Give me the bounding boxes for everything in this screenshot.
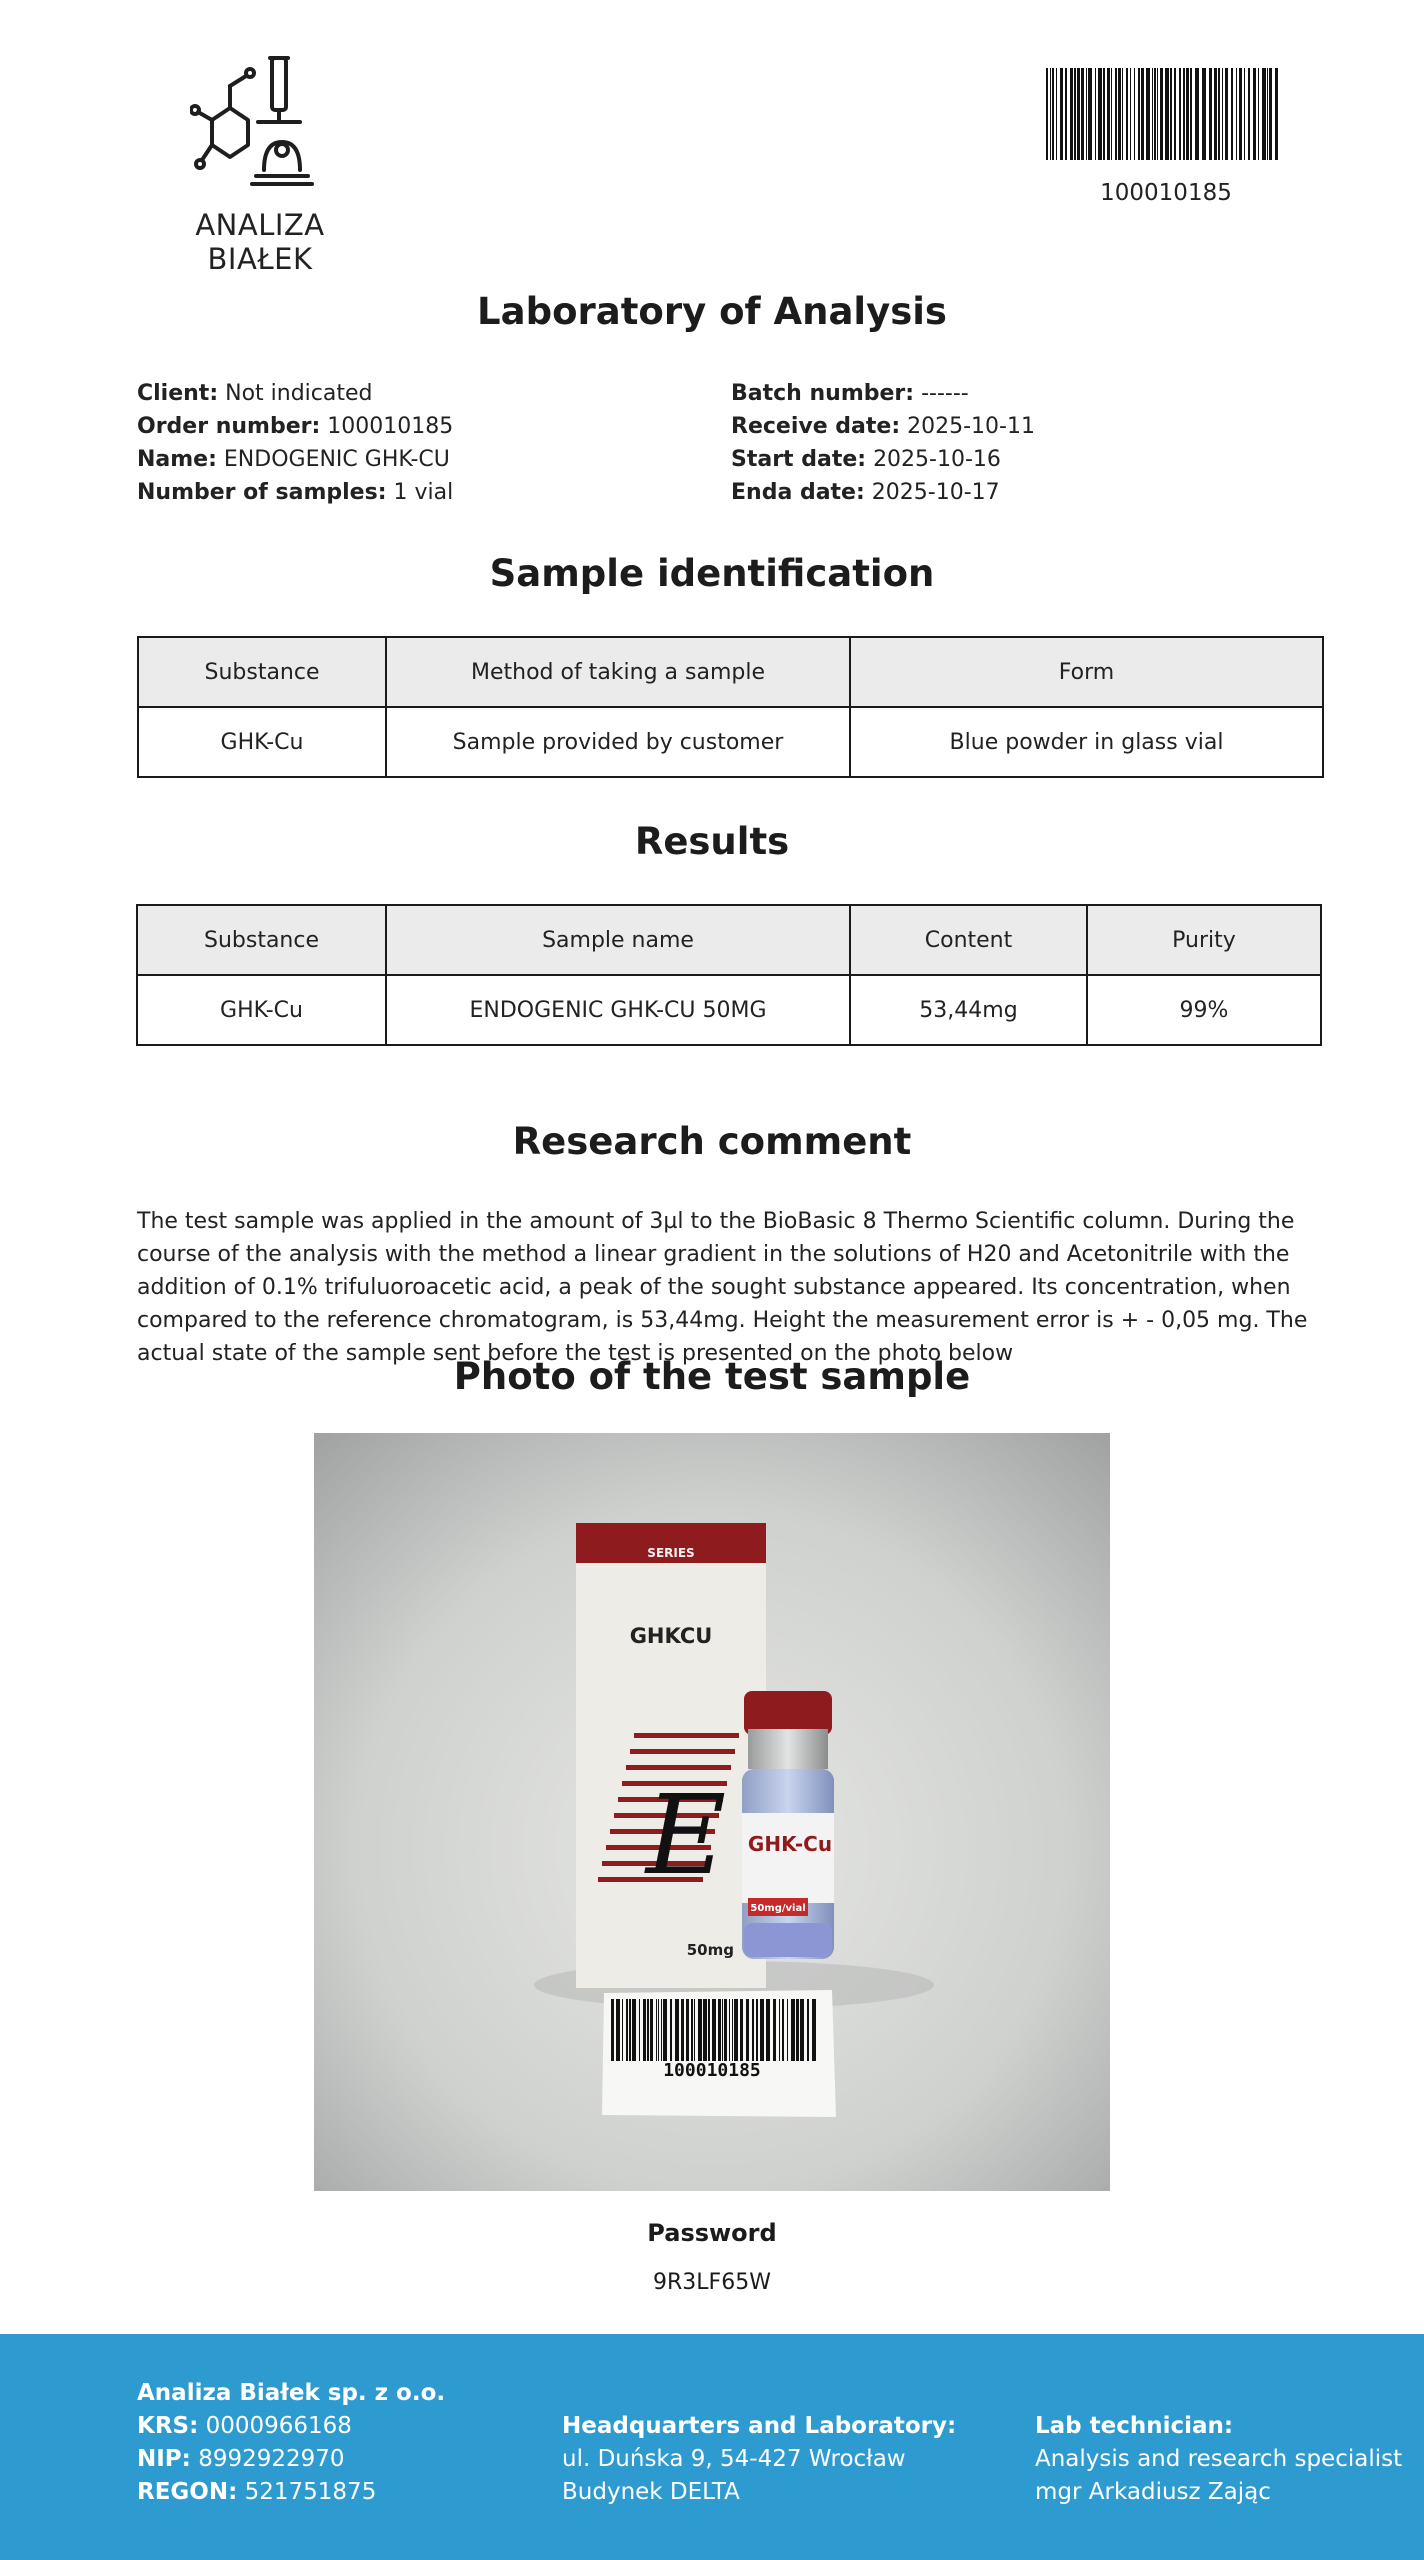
barcode-bar xyxy=(708,1999,710,2061)
barcode-bar xyxy=(1074,68,1076,160)
table-header-cell: Purity xyxy=(1087,905,1321,975)
end-label: Enda date: xyxy=(731,480,865,505)
barcode-bar xyxy=(1154,68,1156,160)
barcode-bar xyxy=(718,1999,721,2061)
barcode-bar xyxy=(779,1999,780,2061)
krs-value: 0000966168 xyxy=(205,2413,352,2439)
barcode-bar xyxy=(632,1999,636,2061)
end-value: 2025-10-17 xyxy=(871,480,1000,505)
client-label: Client: xyxy=(137,381,219,406)
barcode-bar xyxy=(1050,68,1051,160)
batch-label: Batch number: xyxy=(731,381,915,406)
barcode-bar xyxy=(663,1999,667,2061)
barcode-bar xyxy=(694,1999,695,2061)
barcode-bar xyxy=(1046,68,1048,160)
barcode-bar xyxy=(647,1999,649,2061)
sticker-number: 100010185 xyxy=(663,2060,761,2081)
samples-value: 1 vial xyxy=(393,480,454,505)
order-row xyxy=(137,410,453,443)
comment-text: The test sample was applied in the amount of 3µl to the BioBasic 8 Thermo Scientific column. During the course of the analysis with the method a linear gradient in the solutions of H20 and Acetonitrile with the addition of 0.1% trifuluoroacetic acid, a peak of the sought substance appeared. Its concentration, when compared to the reference chromatogram, is 53,44mg. Height the measurement error is + - 0,05 mg. The actual state of the sample sent before the test is presented on the photo below xyxy=(137,1209,1308,1366)
name-value: ENDOGENIC GHK-CU xyxy=(223,447,450,472)
table-cell: ENDOGENIC GHK-CU 50MG xyxy=(386,975,850,1045)
barcode-bar xyxy=(1095,68,1096,160)
footer-company-column xyxy=(137,2377,445,2509)
barcode-bar xyxy=(1253,68,1256,160)
barcode-bar xyxy=(650,1999,653,2061)
barcode-bar xyxy=(1239,68,1242,160)
logo-text: ANALIZA BIAŁEK xyxy=(195,208,325,276)
krs-label: KRS: xyxy=(137,2413,199,2439)
receive-label: Receive date: xyxy=(731,414,901,439)
table-header-cell: Method of taking a sample xyxy=(386,637,850,707)
company-logo xyxy=(140,50,380,276)
barcode-bar xyxy=(1070,68,1073,160)
table-header-row xyxy=(138,637,1323,707)
barcode-bar xyxy=(746,1999,749,2061)
table-row xyxy=(138,707,1323,777)
photo-heading: Photo of the test sample xyxy=(453,1355,971,1398)
barcode-bar xyxy=(1138,68,1140,160)
start-label: Start date: xyxy=(731,447,867,472)
barcode-bar xyxy=(1170,68,1172,160)
regon-label: REGON: xyxy=(137,2479,238,2505)
barcode-bar xyxy=(734,1999,738,2061)
barcode-bar xyxy=(1122,68,1123,160)
barcode-bar xyxy=(1065,68,1067,160)
vial-dose-text: 50mg/vial xyxy=(750,1903,806,1914)
barcode-bar xyxy=(1056,68,1057,160)
barcode-bar xyxy=(732,1999,733,2061)
barcode-bar xyxy=(686,1999,689,2061)
regon-value: 521751875 xyxy=(244,2479,377,2505)
nip-value: 8992922970 xyxy=(198,2446,345,2472)
barcode-bar xyxy=(643,1999,646,2061)
barcode-bar xyxy=(1209,68,1212,160)
box-series-text: SERIES xyxy=(647,1546,695,1560)
barcode-bar xyxy=(800,1999,804,2061)
barcode-bar xyxy=(1060,68,1063,160)
barcode-bar xyxy=(622,1999,623,2061)
client-row xyxy=(137,377,453,410)
product-box xyxy=(576,1523,766,1988)
barcode-bar xyxy=(1218,68,1220,160)
barcode-bar xyxy=(807,1999,809,2061)
barcode-bar xyxy=(1141,68,1144,160)
footer-tech-column xyxy=(1035,2410,1402,2509)
identification-table xyxy=(137,636,1324,778)
barcode-bar xyxy=(1258,68,1259,160)
barcode-bar xyxy=(756,1999,758,2061)
table-header-cell: Substance xyxy=(138,637,386,707)
tech-line2: mgr Arkadiusz Zając xyxy=(1035,2479,1271,2505)
header-barcode xyxy=(1046,68,1286,206)
barcode-bar xyxy=(722,1999,723,2061)
table-header-cell: Substance xyxy=(137,905,386,975)
end-row xyxy=(731,476,1035,509)
footer-company-name: Analiza Białek sp. z o.o. xyxy=(137,2380,446,2406)
barcode-bar xyxy=(1157,68,1158,160)
name-label: Name: xyxy=(137,447,217,472)
barcode-graphic xyxy=(1046,68,1286,164)
results-heading: Results xyxy=(634,820,790,863)
start-value: 2025-10-16 xyxy=(873,447,1001,472)
page-title: Laboratory of Analysis xyxy=(477,290,947,333)
barcode-bar xyxy=(1088,68,1092,160)
barcode-bar xyxy=(1165,68,1169,160)
barcode-bar xyxy=(675,1999,679,2061)
barcode-bar xyxy=(1152,68,1153,160)
barcode-bar xyxy=(796,1999,799,2061)
footer xyxy=(0,2334,1424,2560)
barcode-bar xyxy=(812,1999,816,2061)
batch-row xyxy=(731,377,1035,410)
table-cell: 53,44mg xyxy=(850,975,1087,1045)
barcode-bar xyxy=(1244,68,1245,160)
product-vial xyxy=(742,1691,834,1959)
barcode-bar xyxy=(1225,68,1228,160)
barcode-bar xyxy=(1052,68,1054,160)
table-cell: Blue powder in glass vial xyxy=(850,707,1323,777)
table-row xyxy=(137,975,1321,1045)
barcode-bar xyxy=(1077,68,1080,160)
barcode-bar xyxy=(752,1999,754,2061)
barcode-bar xyxy=(1130,68,1131,160)
barcode-bar xyxy=(724,1999,727,2061)
barcode-bar xyxy=(1186,68,1189,160)
identification-heading: Sample identification xyxy=(489,552,935,595)
table-cell: GHK-Cu xyxy=(137,975,386,1045)
barcode-bar xyxy=(787,1999,788,2061)
table-cell: GHK-Cu xyxy=(138,707,386,777)
barcode-bar xyxy=(766,1999,770,2061)
box-dose-text: 50mg xyxy=(686,1941,734,1959)
barcode-bar xyxy=(1086,68,1087,160)
barcode-bar xyxy=(1146,68,1150,160)
hq-label: Headquarters and Laboratory: xyxy=(562,2413,957,2439)
barcode-bar xyxy=(1275,68,1278,160)
barcode-bar xyxy=(703,1999,707,2061)
batch-value: ------ xyxy=(921,381,969,406)
barcode-bar xyxy=(698,1999,702,2061)
barcode-bar xyxy=(1267,68,1268,160)
barcode-sticker xyxy=(602,1990,836,2117)
order-value: 100010185 xyxy=(327,414,454,439)
barcode-bar xyxy=(740,1999,743,2061)
table-header-row xyxy=(137,905,1321,975)
molecule-microscope-icon xyxy=(190,50,320,190)
barcode-bar xyxy=(760,1999,764,2061)
info-right-column xyxy=(731,377,1035,509)
barcode-bar xyxy=(670,1999,672,2061)
barcode-bar xyxy=(1236,68,1237,160)
tech-label: Lab technician: xyxy=(1035,2413,1234,2439)
barcode-bar xyxy=(1118,68,1121,160)
barcode-bar xyxy=(1160,68,1163,160)
barcode-bar xyxy=(1231,68,1233,160)
barcode-bar xyxy=(1103,68,1105,160)
password-value: 9R3LF65W xyxy=(653,2270,771,2295)
comment-heading: Research comment xyxy=(512,1120,912,1163)
start-row xyxy=(731,443,1035,476)
name-row xyxy=(137,443,453,476)
barcode-bar xyxy=(1134,68,1135,160)
barcode-bar xyxy=(1262,68,1266,160)
barcode-bar xyxy=(1195,68,1199,160)
password-label: Password xyxy=(647,2219,777,2247)
barcode-bar xyxy=(1269,68,1272,160)
hq-address-line2: Budynek DELTA xyxy=(562,2479,740,2505)
table-cell: 99% xyxy=(1087,975,1321,1045)
order-label: Order number: xyxy=(137,414,321,439)
barcode-bar xyxy=(1115,68,1117,160)
client-value: Not indicated xyxy=(225,381,373,406)
box-letter-text: E xyxy=(645,1771,727,1899)
samples-row xyxy=(137,476,453,509)
barcode-bar xyxy=(626,1999,628,2061)
barcode-bar xyxy=(691,1999,693,2061)
sample-photo xyxy=(314,1433,1110,2191)
barcode-bar xyxy=(1222,68,1223,160)
barcode-bar xyxy=(712,1999,716,2061)
info-left-column xyxy=(137,377,453,509)
table-header-cell: Content xyxy=(850,905,1087,975)
barcode-bar xyxy=(1214,68,1217,160)
barcode-bar xyxy=(639,1999,640,2061)
barcode-bar xyxy=(1111,68,1112,160)
barcode-bar xyxy=(1183,68,1185,160)
box-name-text: GHKCU xyxy=(629,1624,713,1648)
barcode-bar xyxy=(1248,68,1250,160)
barcode-bar xyxy=(1107,68,1110,160)
footer-hq-column xyxy=(562,2410,956,2509)
nip-label: NIP: xyxy=(137,2446,191,2472)
barcode-bar xyxy=(1126,68,1128,160)
barcode-bar xyxy=(791,1999,795,2061)
receive-row xyxy=(731,410,1035,443)
barcode-bar xyxy=(616,1999,620,2061)
barcode-bar xyxy=(658,1999,659,2061)
receive-value: 2025-10-11 xyxy=(907,414,1035,439)
barcode-bar xyxy=(1202,68,1206,160)
table-header-cell: Sample name xyxy=(386,905,850,975)
samples-label: Number of samples: xyxy=(137,480,387,505)
barcode-bar xyxy=(661,1999,662,2061)
barcode-bar xyxy=(1098,68,1102,160)
barcode-bar xyxy=(629,1999,631,2061)
barcode-bar xyxy=(656,1999,657,2061)
barcode-bar xyxy=(1174,68,1176,160)
barcode-bar xyxy=(729,1999,730,2061)
barcode-number: 100010185 xyxy=(1100,180,1232,206)
table-header-cell: Form xyxy=(850,637,1323,707)
barcode-bar xyxy=(1190,68,1192,160)
barcode-bar xyxy=(782,1999,784,2061)
sample-photo-graphic xyxy=(314,1433,1110,2191)
table-cell: Sample provided by customer xyxy=(386,707,850,777)
vial-label-text: GHK-Cu xyxy=(747,1832,833,1856)
results-table xyxy=(136,904,1322,1046)
hq-address-line1: ul. Duńska 9, 54-427 Wrocław xyxy=(562,2446,906,2472)
tech-line1: Analysis and research specialist xyxy=(1035,2446,1403,2472)
barcode-bar xyxy=(1081,68,1084,160)
barcode-bar xyxy=(611,1999,614,2061)
barcode-bar xyxy=(1179,68,1181,160)
barcode-bar xyxy=(773,1999,776,2061)
barcode-bar xyxy=(681,1999,684,2061)
